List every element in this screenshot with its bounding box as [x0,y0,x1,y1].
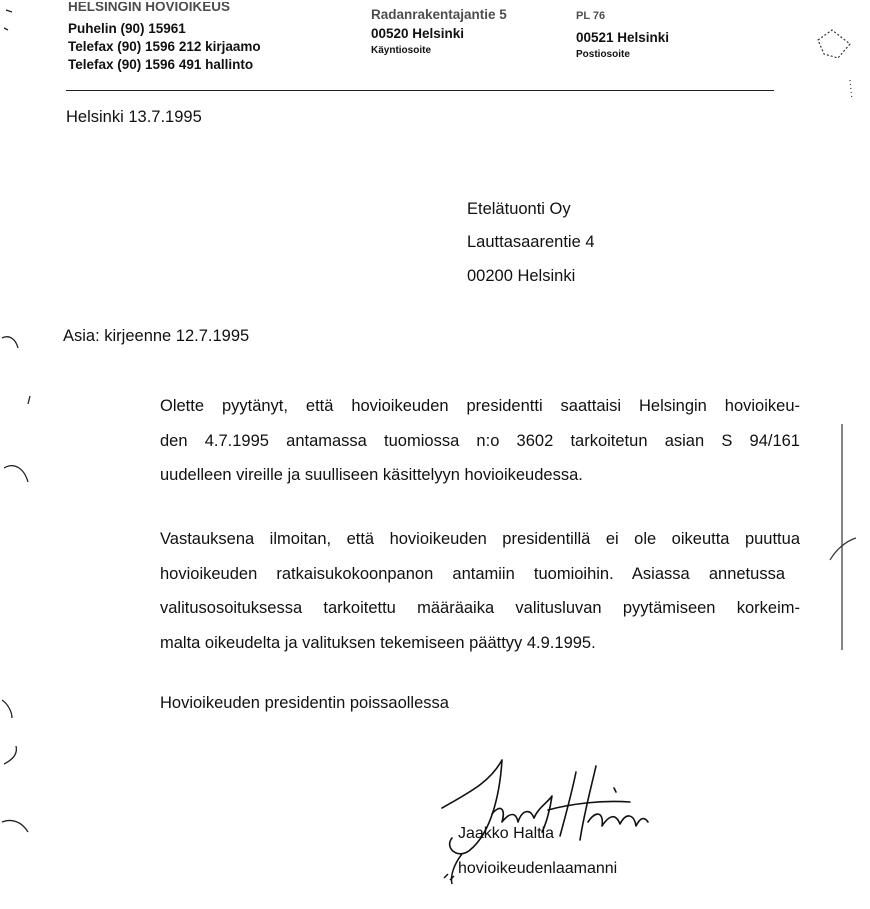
paragraph-line: uudelleen vireille ja suulliseen käsittelyyn hovioikeudessa. [160,466,583,484]
street-postal-code: 00520 Helsinki [371,26,465,41]
signatory-name: Jaakko Haltia [458,825,555,842]
paragraph-request [160,389,800,493]
paragraph-line: hovioikeuden ratkaisukokoonpanon antamiin tuomioihin. Asiassa annetussa [160,564,785,583]
po-address-caption: Postiosoite [576,49,630,60]
po-box: PL 76 [576,10,606,22]
paragraph-line: Vastauksena ilmoitan, että hovioikeuden presidentillä ei ole oikeutta puuttua [160,530,800,548]
signatory-title: hovioikeudenlaamanni [458,860,618,877]
paragraph-line: valitusosoituksessa tarkoitettu määräaika valitusluvan pyytämiseen korkeim- [160,599,800,617]
po-postal-code: 00521 Helsinki [576,30,670,45]
court-name: HELSINGIN HOVIOIKEUS [68,2,231,13]
punch-hole-marks [0,0,40,909]
paragraph-reply [160,522,800,660]
letter-date: Helsinki 13.7.1995 [66,108,202,126]
phone-number: Puhelin (90) 15961 [68,21,186,36]
paragraph-line: malta oikeudelta ja valituksen tekemiseen päättyy 4.9.1995. [160,633,596,652]
recipient-name: Etelätuonti Oy [467,200,571,218]
paragraph-line: den 4.7.1995 antamassa tuomiossa n:o 3602 tarkoitetun asian S 94/161 [160,431,800,450]
margin-marks [810,0,870,909]
paragraph-line: Olette pyytänyt, että hovioikeuden presidentti saattaisi Helsingin hovioikeu- [160,397,800,415]
closing-line: Hovioikeuden presidentin poissaollessa [160,694,449,712]
subject-line: Asia: kirjeenne 12.7.1995 [63,327,250,345]
fax-registry: Telefax (90) 1596 212 kirjaamo [68,39,261,54]
street-address: Radanrakentajantie 5 [371,7,507,22]
recipient-postal: 00200 Helsinki [467,267,576,285]
fax-administration: Telefax (90) 1596 491 hallinto [68,57,254,72]
letterhead-divider [66,90,774,91]
signature-scribble-mark [440,848,480,888]
recipient-street: Lauttasaarentie 4 [467,233,595,251]
street-address-caption: Käyntiosoite [371,45,432,56]
